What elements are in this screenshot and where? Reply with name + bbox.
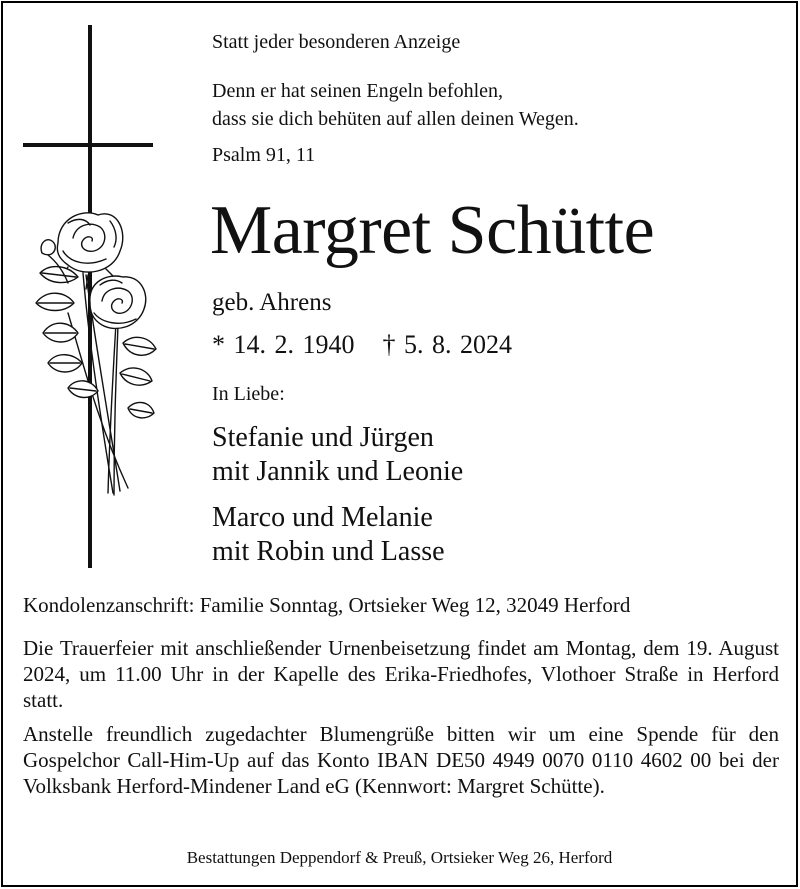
death-date: † 5. 8. 2024: [382, 330, 512, 359]
mourner-group: [212, 421, 463, 489]
mourner-line: mit Robin und Lasse: [212, 536, 445, 567]
mourner-line: Stefanie und Jürgen: [212, 422, 434, 453]
verse-source: Psalm 91, 11: [212, 144, 316, 166]
mourner-group: [212, 501, 445, 569]
birth-name: geb. Ahrens: [212, 289, 332, 316]
verse-line: dass sie dich behüten auf allen deinen Wegen.: [212, 108, 579, 130]
funeral-home: Bestattungen Deppendorf & Preuß, Ortsieker Weg 26, Herford: [186, 848, 613, 867]
condolence-address: Kondolenzanschrift: Familie Sonntag, Ortsieker Weg 12, 32049 Herford: [23, 593, 631, 617]
deceased-name: Margret Schütte: [210, 192, 655, 269]
mourner-line: Marco und Melanie: [212, 502, 433, 533]
bible-verse: [212, 77, 579, 133]
mourners-intro: In Liebe:: [212, 383, 285, 405]
life-dates: [212, 330, 512, 360]
notice-intro: Statt jeder besonderen Anzeige: [212, 31, 461, 53]
cross-icon-beam: [23, 143, 153, 147]
mourner-line: mit Jannik und Leonie: [212, 456, 464, 487]
verse-line: Denn er hat seinen Engeln befohlen,: [212, 80, 504, 102]
birth-date: * 14. 2. 1940: [212, 330, 355, 359]
donation-paragraph: Anstelle freundlich zugedachter Blumengrüße bitten wir um eine Spende für den Gospelchor Call-Him-Up auf das Konto IBAN DE50 4949 0070 0110 4602 00 bei der Volksbank Herford-Mindener Land eG (Kennwort: Margret Schütte).: [23, 722, 779, 798]
roses-illustration: [28, 203, 168, 503]
obituary-notice: [1, 1, 798, 887]
ceremony-paragraph: Die Trauerfeier mit anschließender Urnenbeisetzung findet am Montag, dem 19. August 2024, um 11.00 Uhr in der Kapelle des Erika-Friedhofes, Vlothoer Straße in Herford statt.: [23, 636, 779, 712]
